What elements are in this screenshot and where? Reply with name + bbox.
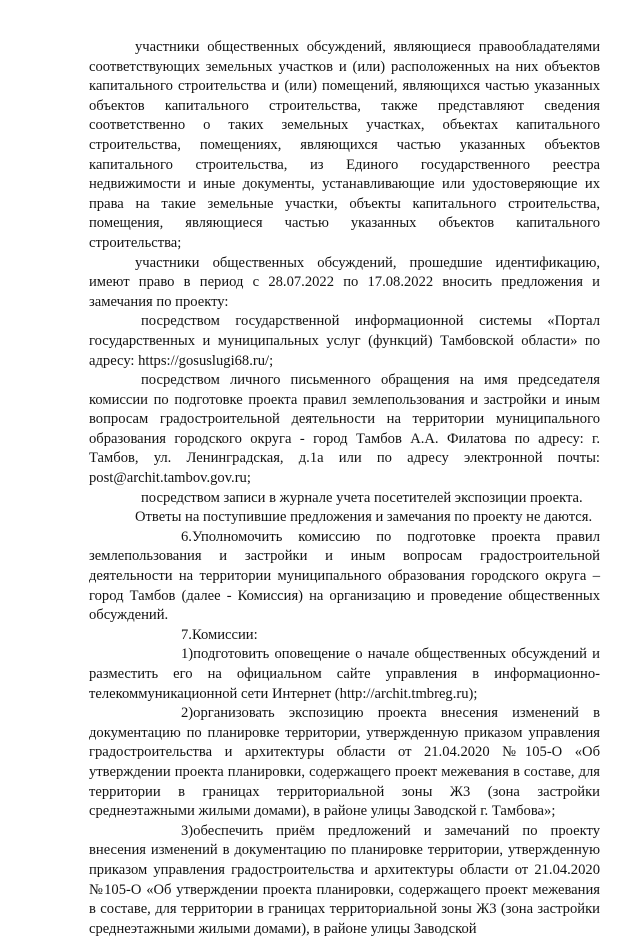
subitem-text: обеспечить приём предложений и замечаний по проекту внесения изменений в документацию по планировке территории, утвержденную приказом управления градостроительства и архитектуры области от 21.04.2020 №105-О «Об утверждении проекта планировки, содержащего проект межевания в составе, для территории в границах территориальной зоны Ж3 (зона застройки среднеэтажными жилыми домами), в районе улицы Заводской — [89, 822, 600, 937]
subitem-1 — [89, 645, 600, 704]
paragraph-via-journal: посредством записи в журнале учета посетителей экспозиции проекта. — [141, 489, 583, 506]
list-item-number: 7. — [181, 626, 192, 643]
subitem-2 — [89, 704, 600, 822]
subitem-3 — [89, 822, 600, 939]
paragraph-rights-holders: участники общественных обсуждений, являющиеся правообладателями соответствующих земельных участков и (или) расположенных на них объектов капитального строительства и (или) помещений, являющихся частью указанных объектов капитального строительства, также представляют сведения соответственно о таких земельных участках, объектах капитального строительства, помещениях, являющихся частью указанных объектов капитального строительства, из Единого государственного реестра недвижимости и иные документы, устанавливающие или удостоверяющие их права на такие земельные участки, объекты капитального строительства, помещения, являющиеся частью указанных объектов капитального строительства; — [89, 39, 600, 251]
subitem-number: 1) — [181, 646, 194, 663]
list-item-number: 6. — [181, 528, 192, 545]
paragraph-identified-participants: участники общественных обсуждений, прошедшие идентификацию, имеют право в период с 28.07.2022 по 17.08.2022 вносить предложения и замечания по проекту: — [89, 254, 600, 310]
subitem-text: подготовить оповещение о начале общественных обсуждений и разместить его на официальном сайте управления в информационно-телекоммуникационной сети Интернет (http://archit.tmbreg.ru); — [89, 646, 600, 702]
subitem-number: 2) — [181, 705, 194, 722]
list-item-text: Уполномочить комиссию по подготовке проекта правил землепользования и застройки и иным вопросам градостроительной деятельности на территории муниципального образования городского округа – город Тамбов (далее - Комиссия) на организацию и проведение общественных обсуждений. — [89, 528, 600, 624]
list-item-text: Комиссии: — [191, 626, 258, 643]
paragraph-no-answers: Ответы на поступившие предложения и замечания по проекту не даются. — [135, 509, 593, 526]
list-item-7 — [89, 626, 600, 646]
subitem-text: организовать экспозицию проекта внесения изменений в документацию по планировке территории, утвержденную приказом управления градостроительства и архитектуры области от 21.04.2020 №105-О «Об утверждении проекта планировки, содержащего проект межевания в составе, для территории в границах территориальной зоны Ж3 (зона застройки среднеэтажными жилыми домами), в районе улицы Заводской г. Тамбова»; — [89, 705, 600, 820]
subitem-number: 3) — [181, 822, 194, 839]
paragraph-via-letter: посредством личного письменного обращения на имя председателя комиссии по подготовке проекта правил землепользования и застройки и иным вопросам градостроительной деятельности на территории муниципального образования городского округа - город Тамбов А.А. Филатова по адресу: г. Тамбов, ул. Ленинградская, д.1а или по адресу электронной почты: post@archit.tambov.gov.ru; — [89, 372, 600, 487]
paragraph-via-portal: посредством государственной информационной системы «Портал государственных и муниципальных услуг (функций) Тамбовской области» по адресу: https://gosuslugi68.ru/; — [89, 313, 600, 369]
list-item-6 — [89, 528, 600, 626]
